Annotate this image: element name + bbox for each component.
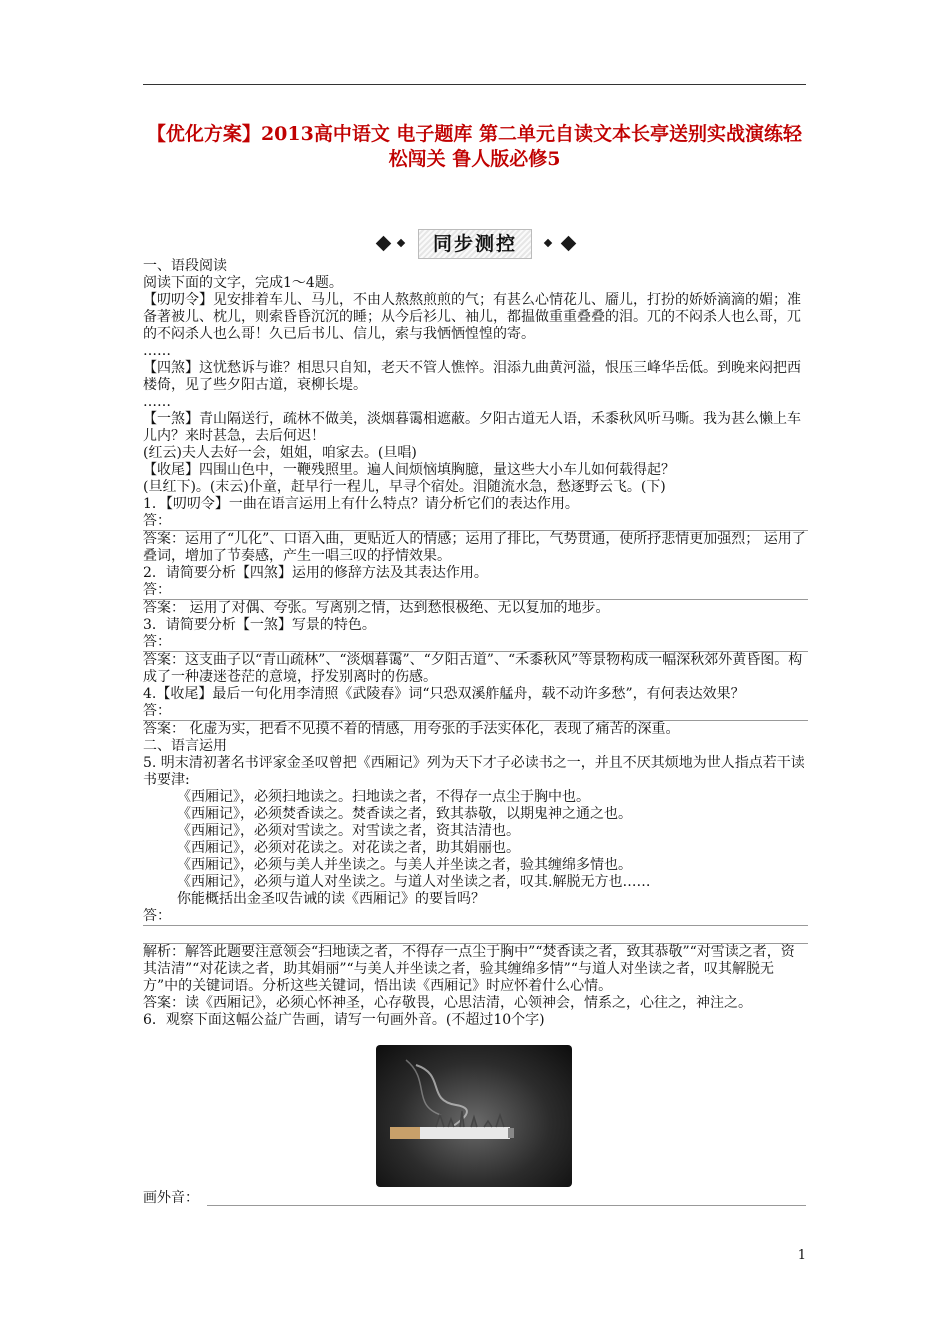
answer-blank[interactable] [143, 703, 808, 721]
answer-2: 答案： 运用了对偶、夸张。写离别之情，达到愁恨极绝、无以复加的地步。 [143, 600, 610, 616]
quote-line: 《西厢记》，必须与道人对坐读之。与道人对坐读之者，叹其.解脱无方也…… [177, 874, 651, 890]
document-title [143, 122, 806, 172]
public-service-ad-image [376, 1045, 572, 1187]
title-bracket: 【优化方案】 [146, 123, 261, 145]
question-2: 2．请简要分析【四煞】运用的修辞方法及其表达作用。 [143, 565, 488, 581]
passage-paragraph: 【四煞】这忧愁诉与谁？相思只自知，老天不管人憔悴。泪添九曲黄河溢，恨压三峰华岳低。到晚来闷把西楼倚，见了些夕阳古道，衰柳长堤。 [143, 360, 801, 393]
voiceover-label: 画外音： [143, 1190, 199, 1206]
question-5-prompt: 你能概括出金圣叹告诫的读《西厢记》的要旨吗？ [177, 891, 485, 907]
banner-label: 同步测控 [418, 229, 532, 259]
instruction-text: 阅读下面的文字，完成1～4题。 [143, 275, 343, 291]
passage-paragraph: (红云)夫人去好一会，姐姐，咱家去。(旦唱) [143, 445, 417, 461]
section-heading: 二、语言运用 [143, 738, 227, 754]
quote-line: 《西厢记》，必须与美人并坐读之。与美人并坐读之者，验其缠绵多情也。 [177, 857, 632, 873]
answer-blank-extra[interactable] [143, 926, 808, 944]
question-1: 1．【叨叨令】一曲在语言运用上有什么特点？请分析它们的表达作用。 [143, 496, 579, 512]
ellipsis: …… [143, 343, 171, 359]
answer-5: 答案：读《西厢记》，必须心怀神圣，心存敬畏，心思洁清，心领神会，情系之，心往之，神注之。 [143, 995, 752, 1011]
answer-blank[interactable] [143, 513, 808, 531]
quote-line: 《西厢记》，必须扫地读之。扫地读之者，不得存一点尘于胸中也。 [177, 789, 590, 805]
diamond-left-icon [376, 236, 392, 252]
quote-line: 《西厢记》，必须焚香读之。焚香读之者，致其恭敬，以期鬼神之通之也。 [177, 806, 632, 822]
question-5: 5. 明末清初著名书评家金圣叹曾把《西厢记》列为天下才子必读书之一，并且不厌其烦地为世人指点若干读书要津: [143, 755, 805, 788]
answer-label: 答： [143, 634, 171, 650]
answer-blank[interactable] [143, 582, 808, 600]
quote-line: 《西厢记》，必须对花读之。对花读之者，助其娟丽也。 [177, 840, 520, 856]
header-rule [143, 84, 806, 85]
passage-paragraph: 【收尾】四围山色中，一鞭残照里。遍人间烦恼填胸臆，量这些大小车儿如何载得起？ [143, 462, 675, 478]
answer-label: 答： [143, 908, 171, 924]
quote-line: 《西厢记》，必须对雪读之。对雪读之者，资其洁清也。 [177, 823, 520, 839]
question-4: 4.【收尾】最后一句化用李清照《武陵春》词“只恐双溪舴艋舟，载不动许多愁”，有何表达效果？ [143, 686, 745, 702]
section-heading: 一、语段阅读 [143, 258, 227, 274]
question-3: 3．请简要分析【一煞】写景的特色。 [143, 617, 376, 633]
document-body [143, 258, 808, 1029]
question-6: 6．观察下面这幅公益广告画，请写一句画外音。(不超过10个字) [143, 1012, 545, 1028]
ellipsis: …… [143, 394, 171, 410]
answer-blank[interactable] [143, 908, 808, 926]
answer-4: 答案： 化虚为实，把看不见摸不着的情感，用夸张的手法实体化，表现了痛苦的深重。 [143, 721, 680, 737]
passage-paragraph: 【一煞】青山隔送行，疏林不做美，淡烟暮霭相遮蔽。夕阳古道无人语，禾黍秋风听马嘶。我为甚么懒上车儿内？来时甚急，去后何迟！ [143, 411, 801, 444]
answer-label: 答： [143, 703, 171, 719]
answer-blank[interactable] [143, 634, 808, 652]
section-banner [0, 228, 950, 258]
analysis-text: 解析：解答此题要注意领会“扫地读之者，不得存一点尘于胸中”“焚香读之者，致其恭敬”“对雪读之者，资其洁清”“对花读之者，助其娟丽”“与美人并坐读之者，验其缠绵多情”“与道人对坐读之者，叹其解脱无方”中的关键词语。分析这些关键词，悟出读《西厢记》时应怀着什么心情。 [143, 944, 795, 994]
diamond-right-icon [561, 236, 577, 252]
passage-paragraph: (旦红下)。(末云)仆童，赶早行一程儿，早寻个宿处。泪随流水急，愁逐野云飞。(下) [143, 479, 666, 495]
answer-1: 答案：运用了“儿化”、口语入曲，更贴近人的情感；运用了排比，气势贯通，使所抒悲情更加强烈； 运用了叠词，增加了节奏感，产生一唱三叹的抒情效果。 [143, 531, 806, 564]
title-rest: 2013高中语文 电子题库 第二单元自读文本长亭送别实战演练轻松闯关 鲁人版必修5 [260, 123, 803, 170]
answer-label: 答： [143, 582, 171, 598]
answer-3: 答案：这支曲子以“青山疏林”、“淡烟暮霭”、“夕阳古道”、“禾黍秋风”等景物构成一幅深秋郊外黄昏图。构成了一种凄迷苍茫的意境，抒发别离时的伤感。 [143, 652, 803, 685]
voiceover-field[interactable] [143, 1189, 806, 1207]
page-number: 1 [797, 1248, 806, 1263]
voiceover-underline [207, 1205, 806, 1206]
passage-paragraph: 【叨叨令】见安排着车儿、马儿，不由人熬熬煎煎的气；有甚么心情花儿、靥儿，打扮的娇娇滴滴的媚；准备著被儿、枕儿，则索昏昏沉沉的睡；从今后衫儿、袖儿，都揾做重重叠叠的泪。兀的不闷杀人也么哥，兀的不闷杀人也么哥！久已后书儿、信儿，索与我恓恓惶惶的寄。 [143, 292, 801, 342]
diamond-left-small-icon [397, 239, 405, 247]
diamond-right-small-icon [544, 239, 552, 247]
answer-label: 答： [143, 513, 171, 529]
